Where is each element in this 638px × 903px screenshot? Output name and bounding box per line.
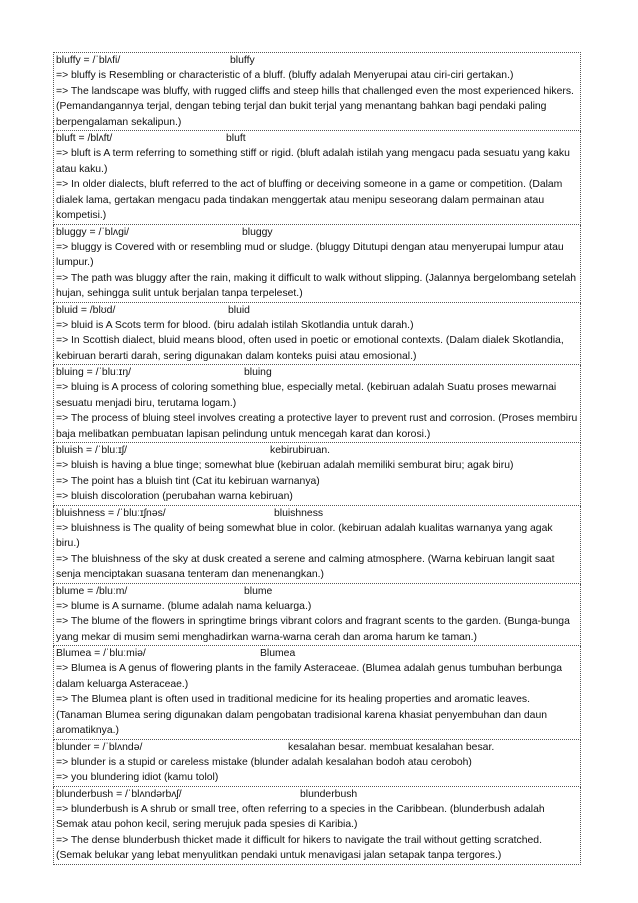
entry-header [54, 365, 580, 380]
definition-line: => bluffy is Resembling or characteristic of a bluff. (bluffy adalah Menyerupai atau ciri-ciri gertakan.) [56, 70, 514, 81]
entry-header [54, 787, 580, 802]
translation: bluid [228, 304, 250, 316]
example-line: => The bluishness of the sky at dusk created a serene and calming atmosphere. (Warna kebiruan langit saat senja menciptakan suasana tenteram dan menenangkan.) [56, 553, 555, 580]
entry-blumea [53, 646, 581, 740]
definition-line: => bluish is having a blue tinge; somewhat blue (kebiruan adalah memiliki semburat biru; agak biru) [56, 460, 514, 471]
headword-pronunciation: bluing = /ˈbluːɪŋ/ [56, 367, 132, 378]
headword-pronunciation: blunder = /ˈblʌndə/ [56, 741, 143, 753]
translation: bluggy [242, 226, 273, 238]
example-line: => In older dialects, bluft referred to the act of bluffing or deceiving someone in a game or competition. (Dalam dialek lama, gertakan mengacu pada tindakan menggertak atau menipu seseorang dalam permainan atau kompetisi.) [56, 179, 563, 221]
example-line: => The dense blunderbush thicket made it difficult for hikers to navigate the trail without getting scratched. (Semak belukar yang lebat menyulitkan pendaki untuk menavigasi jalan setapak tanpa tergores.) [56, 834, 542, 861]
entry-bluish [53, 443, 581, 506]
translation: kesalahan besar. membuat kesalahan besar. [288, 741, 495, 753]
headword-pronunciation: bluid = /blʊd/ [56, 304, 116, 316]
definition-line: => bluft is A term referring to something stiff or rigid. (bluft adalah istilah yang mengacu pada sesuatu yang kaku atau kaku.) [56, 148, 570, 175]
entry-bluing [53, 365, 581, 443]
entry-blume [53, 584, 581, 647]
entry-header [54, 740, 580, 755]
definition-line: => bluishness is The quality of being somewhat blue in color. (kebiruan adalah kualitas warnanya yang agak biru.) [56, 522, 553, 549]
example-line: => The landscape was bluffy, with rugged cliffs and steep hills that challenged even the most experienced hikers. (Pemandangannya terjal, dengan tebing terjal dan bukit terjal yang menantang bahkan bagi pendaki paling berpengalaman sekalipun.) [56, 85, 574, 128]
headword-pronunciation: bluft = /blʌft/ [56, 133, 113, 144]
entry-header [54, 584, 580, 599]
dictionary-page [53, 52, 581, 865]
definition-line: => blunderbush is A shrub or small tree, often referring to a species in the Caribbean. (blunderbush adalah Semak atau pohon kecil, sering merujuk pada spesies di Karibia.) [56, 803, 545, 830]
definition-line: => bluggy is Covered with or resembling mud or sludge. (bluggy Ditutupi dengan atau menyerupai lumpur atau lumpur.) [56, 241, 564, 268]
entry-header [54, 131, 580, 146]
example-line: => The blume of the flowers in springtime brings vibrant colors and fragrant scents to the garden. (Bunga-bunga yang mekar di musim semi menghadirkan warna-warna cerah dan aroma harum ke taman.) [56, 616, 570, 643]
entry-bluffy [53, 52, 581, 131]
example-line: => The process of bluing steel involves creating a protective layer to prevent rust and corrosion. (Proses membiru baja melibatkan pembuatan lapisan pelindung untuk mencegah karat dan korosi.) [56, 413, 578, 440]
definition-line: => bluid is A Scots term for blood. (biru adalah istilah Skotlandia untuk darah.) [56, 319, 414, 331]
translation: bluishness [274, 507, 324, 519]
example-line: => bluish discoloration (perubahan warna kebiruan) [56, 491, 293, 502]
entry-blunder [53, 740, 581, 787]
translation: bluffy [230, 55, 255, 66]
headword-pronunciation: bluffy = /ˈblʌfi/ [56, 55, 121, 66]
example-line: => you blundering idiot (kamu tolol) [56, 772, 219, 783]
entry-header [54, 303, 580, 318]
entry-header [54, 646, 580, 661]
entry-bluishness [53, 506, 581, 584]
entry-header [54, 506, 580, 521]
translation: bluing [244, 367, 272, 378]
headword-pronunciation: Blumea = /ˈbluːmiə/ [56, 648, 146, 659]
translation: kebirubiruan. [270, 445, 331, 456]
definition-line: => blunder is a stupid or careless mistake (blunder adalah kesalahan bodoh atau ceroboh) [56, 756, 472, 768]
example-line: => The Blumea plant is often used in traditional medicine for its healing properties and aromatic leaves. (Tanaman Blumea sering digunakan dalam pengobatan tradisional karena khasiat penyembuhan dan daun aromatiknya.) [56, 694, 548, 736]
headword-pronunciation: bluishness = /ˈbluːɪʃnəs/ [56, 507, 166, 519]
translation: bluft [226, 133, 246, 144]
example-line: => The path was bluggy after the rain, making it difficult to walk without slipping. (Jalannya bergelombang setelah hujan, sehingga sulit untuk berjalan tanpa terpeleset.) [56, 272, 577, 299]
example-line: => The point has a bluish tint (Cat itu kebiruan warnanya) [56, 475, 320, 487]
headword-pronunciation: bluish = /ˈbluːɪʃ/ [56, 445, 127, 456]
example-line: => In Scottish dialect, bluid means blood, often used in poetic or emotional contexts. (Dalam dialek Skotlandia, kebiruan berarti darah, sering digunakan dalam konteks puisi atau emosional.) [56, 335, 564, 362]
translation: blume [244, 585, 273, 597]
definition-line: => Blumea is A genus of flowering plants in the family Asteraceae. (Blumea adalah genus tumbuhan berbunga dalam keluarga Asteraceae.) [56, 663, 562, 690]
entry-bluggy [53, 225, 581, 303]
translation: blunderbush [300, 788, 358, 800]
headword-pronunciation: blunderbush = /ˈblʌndərbʌʃ/ [56, 788, 182, 800]
entry-bluft [53, 131, 581, 225]
entry-header [54, 53, 580, 68]
definition-line: => blume is A surname. (blume adalah nama keluarga.) [56, 600, 312, 612]
entry-header [54, 443, 580, 458]
entry-header [54, 225, 580, 240]
entry-blunderbush [53, 787, 581, 865]
headword-pronunciation: blume = /bluːm/ [56, 585, 128, 597]
definition-line: => bluing is A process of coloring something blue, especially metal. (kebiruan adalah Suatu proses mewarnai sesuatu menjadi biru, terutama logam.) [56, 382, 557, 409]
entry-bluid [53, 303, 581, 366]
headword-pronunciation: bluggy = /ˈblʌɡi/ [56, 226, 130, 238]
translation: Blumea [260, 648, 296, 659]
